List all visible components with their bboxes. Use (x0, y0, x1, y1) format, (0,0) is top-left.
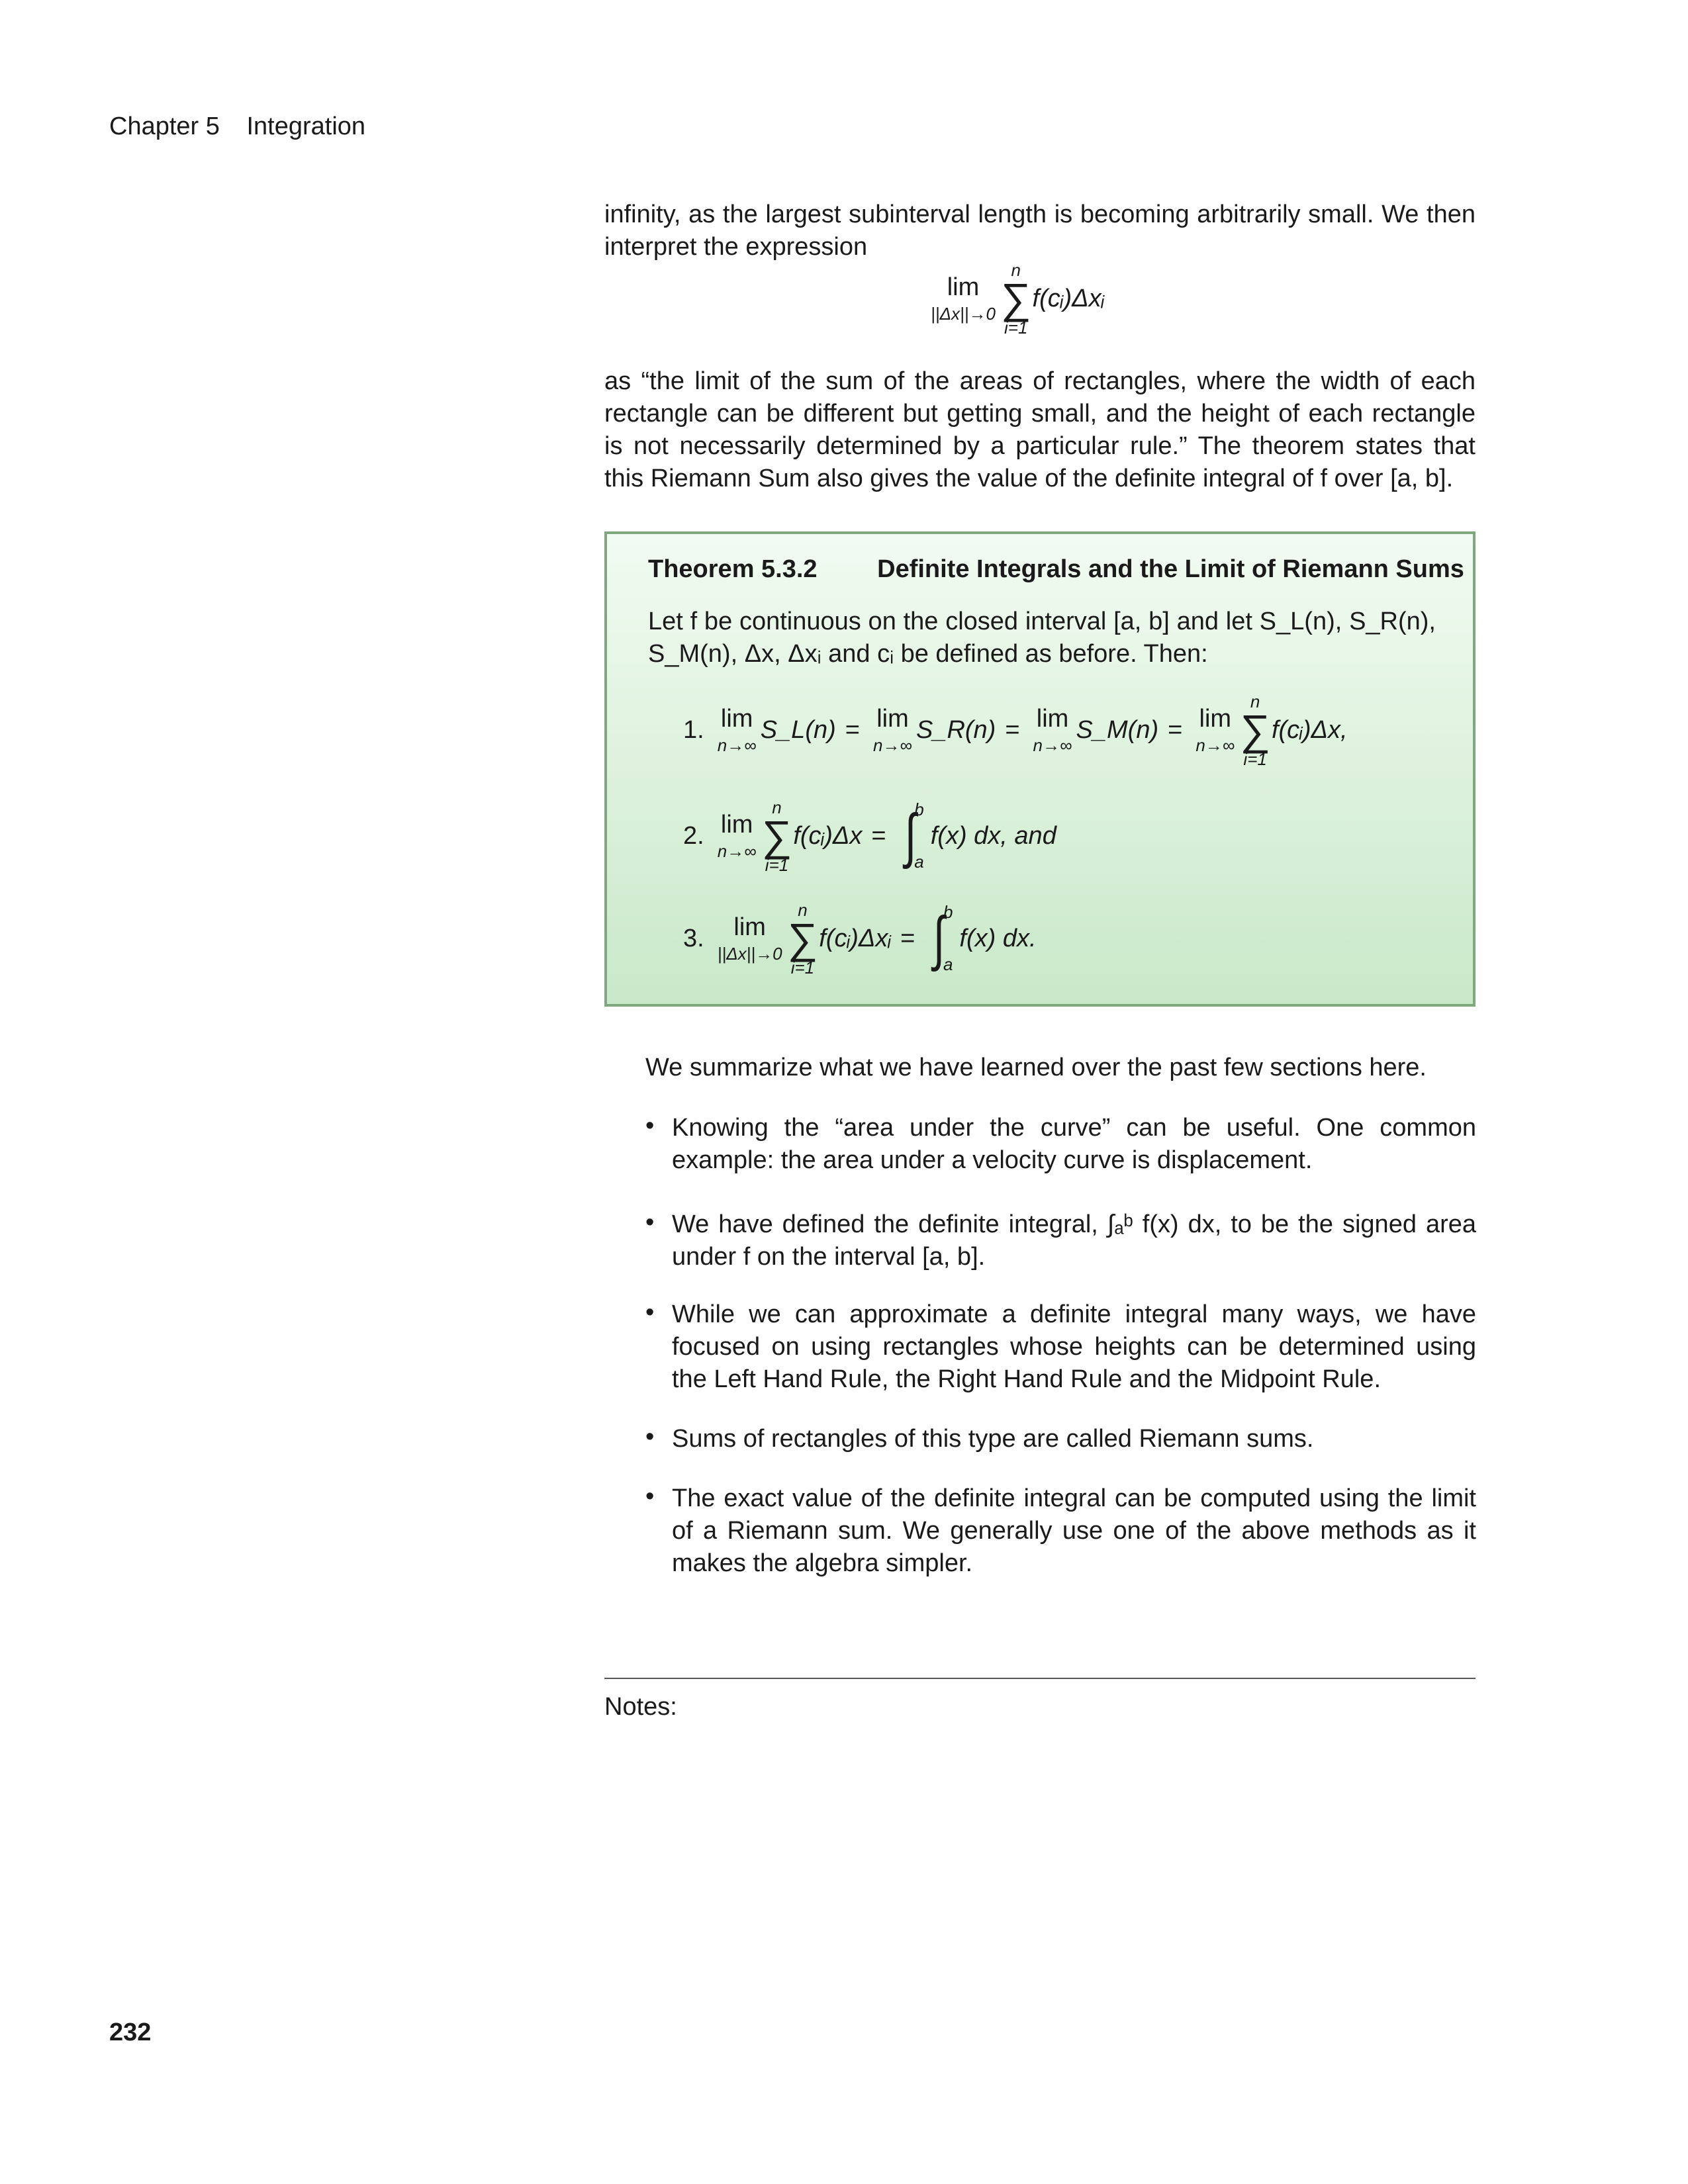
lim-text: lim (733, 913, 766, 942)
item-number: 2. (683, 821, 704, 850)
integrand: f(x) dx. (959, 924, 1037, 952)
summary-bullet (645, 1482, 1476, 1580)
item-number: 3. (683, 924, 704, 952)
sigma (1240, 693, 1270, 768)
lim (1196, 706, 1235, 754)
equals: = (845, 715, 860, 744)
chapter-title: Integration (246, 113, 366, 140)
lim-sub: ||Δx||→0 (717, 944, 782, 964)
equals: = (1005, 715, 1020, 744)
sum-bottom: i=1 (1243, 749, 1267, 769)
bullet-text: Sums of rectangles of this type are called Riemann sums. (672, 1425, 1314, 1453)
sum-bottom: i=1 (765, 854, 789, 875)
sigma-icon: ∑ (1000, 275, 1031, 322)
lim (718, 706, 757, 754)
integral (902, 799, 924, 872)
theorem-heading (648, 555, 1464, 584)
sum-bottom: i=1 (1004, 317, 1028, 338)
equals: = (1168, 715, 1183, 744)
upper-limit: b (914, 799, 924, 820)
integrand: f(x) dx, and (930, 821, 1056, 850)
bullet-icon: • (645, 1482, 655, 1510)
lim (873, 706, 912, 754)
sum-bottom: i=1 (790, 957, 815, 978)
item-number: 1. (683, 715, 704, 744)
lim-sub: n→∞ (1033, 735, 1072, 756)
sigma-icon: ∑ (761, 812, 792, 860)
lower-limit: a (914, 852, 924, 872)
upper-limit: b (943, 902, 953, 923)
lim-sub: n→∞ (872, 735, 912, 756)
summary-bullet (645, 1298, 1476, 1396)
midpoint-sum: S_M(n) (1076, 715, 1159, 744)
lim-sub: n→∞ (717, 735, 757, 756)
sum-top: n (772, 797, 782, 817)
lim-text: lim (720, 705, 753, 733)
sum-top: n (1011, 260, 1021, 280)
riemann-limit-formula (927, 261, 1104, 336)
integral (931, 902, 953, 975)
chapter-label: Chapter 5 (109, 113, 220, 140)
page-number: 232 (109, 2019, 152, 2046)
summary-bullet (645, 1112, 1476, 1177)
theorem-label: Theorem 5.3.2 (648, 555, 818, 583)
lim-text: lim (876, 705, 909, 733)
sigma (1001, 261, 1031, 336)
theorem-item-1 (683, 693, 1348, 768)
sigma-icon: ∑ (787, 915, 818, 962)
sum-top: n (1250, 692, 1260, 711)
lim (1033, 706, 1072, 754)
bullet-icon: • (645, 1298, 655, 1326)
summary-bullet (645, 1423, 1476, 1455)
lim-sub: ||Δx||→0 (931, 304, 996, 324)
sigma (788, 901, 818, 976)
sum-top: n (798, 900, 808, 920)
bullet-text: We have defined the definite integral, ∫ₐᵇ f(x) dx, to be the signed area under f on the interval [a, b]. (672, 1210, 1476, 1271)
lim-sub: n→∞ (1196, 735, 1235, 756)
bullet-text: While we can approximate a definite integral many ways, we have focused on using rectangles whose heights can be determined using the Left Hand Rule, the Right Hand Rule and the Midpoint Rule. (672, 1300, 1476, 1393)
bullet-icon: • (645, 1112, 655, 1140)
running-header (109, 113, 365, 141)
theorem-box (604, 531, 1476, 1007)
lim-text: lim (1199, 705, 1232, 733)
explanation-paragraph: as “the limit of the sum of the areas of rectangles, where the width of each rectangle can be different but getting small, and the height of each rectangle is not necessarily determined by a particular rule.” The theorem states that this Riemann Sum also gives the value of the definite integral of f over [a, b]. (604, 367, 1476, 492)
notes-divider (604, 1678, 1476, 1679)
sigma (762, 799, 792, 874)
sigma-icon: ∑ (1240, 706, 1270, 754)
lim-sub: n→∞ (717, 841, 757, 862)
lim-text: lim (947, 273, 980, 302)
left-sum: S_L(n) (760, 715, 836, 744)
sum-body: f(cᵢ)Δx, (1271, 715, 1348, 744)
theorem-statement: Let f be continuous on the closed interval [a, b] and let S_L(n), S_R(n), S_M(n), Δx, Δxᵢ and cᵢ be defined as before. Then: (648, 608, 1436, 668)
bullet-icon: • (645, 1423, 655, 1451)
bullet-text: The exact value of the definite integral can be computed using the limit of a Riemann sum. We generally use one of the above methods as it makes the algebra simpler. (672, 1484, 1476, 1577)
summary-bullet (645, 1208, 1476, 1273)
intro-paragraph: infinity, as the largest subinterval length is becoming arbitrarily small. We then interpret the expression (604, 201, 1476, 261)
notes-label: Notes: (604, 1693, 677, 1721)
summary-intro: We summarize what we have learned over the past few sections here. (645, 1054, 1427, 1081)
theorem-item-3 (683, 901, 1037, 976)
lim-text: lim (1036, 705, 1069, 733)
bullet-icon: • (645, 1208, 655, 1236)
equals: = (871, 821, 886, 850)
lim (718, 812, 757, 860)
lim (718, 915, 782, 962)
integral-icon: ∫ (933, 905, 945, 972)
bullet-text: Knowing the “area under the curve” can be useful. One common example: the area under a velocity curve is displacement. (672, 1114, 1476, 1174)
sum-body: f(cᵢ)Δxᵢ (1032, 284, 1105, 312)
lim (931, 275, 996, 322)
sum-body: f(cᵢ)Δx (793, 821, 863, 850)
theorem-title: Definite Integrals and the Limit of Riemann Sums (877, 555, 1464, 583)
integral-icon: ∫ (904, 803, 916, 870)
right-sum: S_R(n) (915, 715, 996, 744)
theorem-item-2 (683, 799, 1056, 874)
lower-limit: a (943, 954, 953, 975)
equals: = (900, 924, 915, 952)
lim-text: lim (720, 811, 753, 839)
sum-body: f(cᵢ)Δxᵢ (819, 924, 892, 952)
